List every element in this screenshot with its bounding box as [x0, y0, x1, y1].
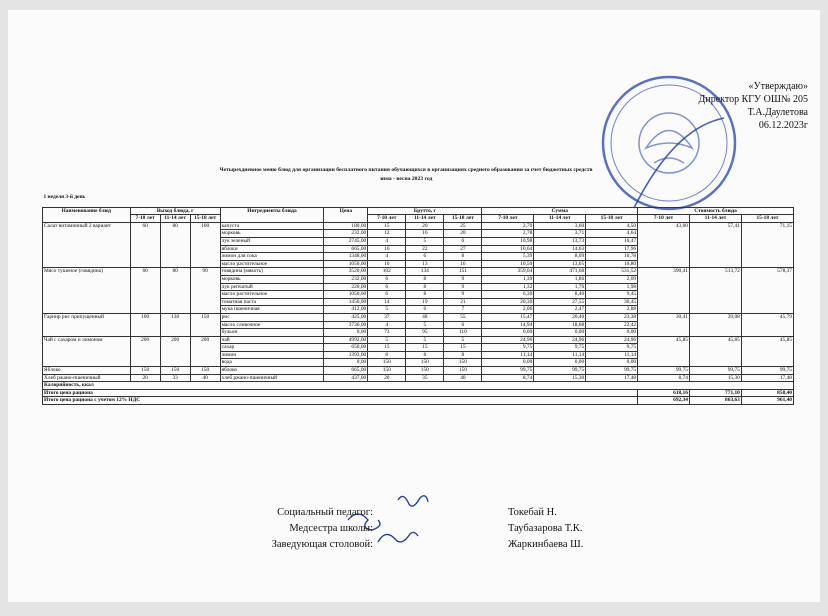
ingredient-price: 180,00 — [324, 222, 368, 230]
dish-cost: 578,37 — [741, 268, 793, 314]
dish-cost: 390,41 — [638, 268, 690, 314]
ingredient-price: 1050,00 — [324, 260, 368, 268]
ingredient-price: 232,00 — [324, 230, 368, 238]
ingredient-gross: 4 — [368, 237, 406, 245]
dish-cost: 45,85 — [638, 336, 690, 366]
ingredient-gross: 134 — [406, 268, 444, 276]
ingredient-gross: 150 — [406, 359, 444, 367]
dish-yield: 150 — [130, 367, 160, 375]
ingredient-name: масло растительное — [220, 260, 324, 268]
ingredient-gross: 20 — [368, 374, 406, 382]
ingredient-gross: 5 — [406, 321, 444, 329]
ingredient-sum: 1,76 — [534, 283, 586, 291]
ingredient-sum: 11,14 — [586, 351, 638, 359]
ingredient-sum: 14,94 — [482, 321, 534, 329]
ingredient-gross: 15 — [368, 222, 406, 230]
ingredient-gross: 150 — [444, 359, 482, 367]
ingredient-gross: 8 — [368, 351, 406, 359]
ingredient-sum: 5,39 — [482, 253, 534, 261]
ingredient-sum: 10,50 — [482, 260, 534, 268]
ingredient-sum: 13,65 — [534, 260, 586, 268]
ingredient-gross: 150 — [368, 367, 406, 375]
approval-line-3: Т.А.Даулетова — [747, 107, 808, 118]
total-vat-value: 961,40 — [741, 397, 793, 405]
ingredient-sum: 471,68 — [534, 268, 586, 276]
total-value: 858,40 — [741, 389, 793, 397]
ingredient-gross: 22 — [406, 245, 444, 253]
dish-cost: 17,48 — [741, 374, 793, 382]
ingredient-gross: 8 — [406, 283, 444, 291]
dish-yield: 80 — [160, 268, 190, 314]
ingredient-gross: 6 — [444, 321, 482, 329]
ingredient-sum: 23,38 — [586, 313, 638, 321]
total-label: Итого цена рациона — [43, 389, 638, 397]
menu-table-wrapper — [42, 192, 794, 405]
ingredient-sum: 0,00 — [534, 329, 586, 337]
dish-yield: 150 — [190, 367, 220, 375]
ingredient-sum: 18,68 — [534, 321, 586, 329]
menu-body — [43, 222, 794, 381]
role-canteen-head: Заведующая столовой: — [271, 539, 373, 550]
ingredient-name: морковь — [220, 275, 324, 283]
total-vat-value: 692,34 — [638, 397, 690, 405]
ingredient-sum: 2,70 — [482, 222, 534, 230]
ingredient-price: 1348,00 — [324, 253, 368, 261]
dish-yield: 150 — [190, 313, 220, 336]
ingredient-gross: 20 — [406, 222, 444, 230]
ingredient-gross: 110 — [444, 329, 482, 337]
dish-cost: 99,75 — [638, 367, 690, 375]
ingredient-name: масло сливочное — [220, 321, 324, 329]
ingredient-name: хлеб ржано-пшеничный — [220, 374, 324, 382]
ingredient-name: капуста — [220, 222, 324, 230]
ingredient-sum: 14,63 — [534, 245, 586, 253]
ingredient-sum: 0,00 — [482, 329, 534, 337]
ingredient-gross: 150 — [444, 367, 482, 375]
ingredient-sum: 0,00 — [586, 329, 638, 337]
ingredient-gross: 13 — [406, 260, 444, 268]
ingredient-price: 3520,00 — [324, 268, 368, 276]
calories-row: Калорийность, ккал — [43, 382, 794, 390]
ingredient-gross: 6 — [368, 275, 406, 283]
dish-yield: 60 — [130, 268, 160, 314]
ingredient-price: 4992,00 — [324, 336, 368, 344]
ingredient-sum: 30,45 — [586, 298, 638, 306]
ingredient-sum: 15,47 — [482, 313, 534, 321]
dish-cost: 99,75 — [741, 367, 793, 375]
ingredient-sum: 6,30 — [482, 291, 534, 299]
ingredient-gross: 8 — [444, 351, 482, 359]
ingredient-gross: 6 — [368, 291, 406, 299]
ingredient-gross: 8 — [406, 291, 444, 299]
header-ingredients: Ингредиенты блюда — [220, 207, 324, 222]
ingredient-gross: 6 — [406, 306, 444, 314]
ingredient-sum: 0,00 — [586, 359, 638, 367]
ingredient-gross: 5 — [368, 336, 406, 344]
ingredient-sum: 8,09 — [534, 253, 586, 261]
ingredient-name: лимон — [220, 351, 324, 359]
ingredient-gross: 10 — [368, 260, 406, 268]
dish-cost: 57,41 — [689, 222, 741, 268]
header-age: 11-14 лет — [534, 215, 586, 223]
signature-roles — [233, 505, 373, 553]
title-line-1: Четырехдневное меню блюд для организации бесплатного питания обучающихся в организациях среднего образования за счет бюджетных средств — [219, 167, 593, 173]
title-line-2: зима - весна 2023 год — [379, 176, 433, 182]
header-age: 7-10 лет — [130, 215, 160, 223]
ingredient-sum: 9,75 — [586, 344, 638, 352]
ingredient-price: 220,00 — [324, 283, 368, 291]
ingredient-sum: 99,75 — [534, 367, 586, 375]
ingredient-sum: 11,14 — [534, 351, 586, 359]
name-canteen-head: Жаркинбаева Ш. — [508, 539, 584, 550]
ingredient-sum: 359,04 — [482, 268, 534, 276]
header-age: 15-18 лет — [190, 215, 220, 223]
approval-line-2: Директор КГУ ОШ№ 205 — [698, 94, 808, 105]
ingredient-gross: 16 — [368, 245, 406, 253]
ingredient-name: яблоко — [220, 367, 324, 375]
ingredient-name: бульон — [220, 329, 324, 337]
header-sum: Сумма — [482, 207, 638, 215]
dish-yield: 90 — [190, 268, 220, 314]
approval-line-1: «Утверждаю» — [748, 81, 808, 92]
ingredient-sum: 9,45 — [586, 291, 638, 299]
dish-cost: 15,30 — [689, 374, 741, 382]
ingredient-gross: 73 — [368, 329, 406, 337]
ingredient-price: 1450,00 — [324, 298, 368, 306]
name-nurse: Таубазарова Т.К. — [508, 523, 583, 534]
ingredient-sum: 24,96 — [586, 336, 638, 344]
ingredient-sum: 2,88 — [586, 306, 638, 314]
dish-cost: 45,79 — [741, 313, 793, 336]
ingredient-gross: 8 — [406, 275, 444, 283]
ingredient-name: томатная паста — [220, 298, 324, 306]
ingredient-sum: 8,40 — [534, 291, 586, 299]
dish-name: Чай с сахаром и лимоном — [43, 336, 131, 366]
menu-table — [42, 192, 794, 405]
ingredient-sum: 16,47 — [586, 237, 638, 245]
ingredient-gross: 16 — [406, 230, 444, 238]
ingredient-sum: 10,78 — [586, 253, 638, 261]
ingredient-sum: 24,96 — [482, 336, 534, 344]
ingredient-gross: 12 — [368, 230, 406, 238]
total-vat-value: 863,63 — [689, 397, 741, 405]
ingredient-gross: 9 — [444, 283, 482, 291]
ingredient-gross: 4 — [368, 253, 406, 261]
ingredient-sum: 0,00 — [482, 359, 534, 367]
dish-yield: 200 — [190, 336, 220, 366]
document-page — [8, 10, 820, 602]
week-label: 1 неделя 3-й день — [43, 194, 86, 200]
ingredient-gross: 15 — [406, 344, 444, 352]
ingredient-gross: 5 — [444, 336, 482, 344]
dish-yield: 150 — [160, 367, 190, 375]
ingredient-gross: 8 — [406, 351, 444, 359]
ingredient-price: 665,00 — [324, 367, 368, 375]
dish-cost: 513,72 — [689, 268, 741, 314]
ingredient-gross: 9 — [444, 275, 482, 283]
ingredient-name: масло растительное — [220, 291, 324, 299]
ingredient-gross: 9 — [444, 291, 482, 299]
ingredient-gross: 37 — [368, 313, 406, 321]
header-yield: Выход блюда, г — [130, 207, 220, 215]
header-age: 7-10 лет — [482, 215, 534, 223]
header-age: 11-14 лет — [406, 215, 444, 223]
dish-yield: 20 — [130, 374, 160, 382]
header-age: 7-10 лет — [638, 215, 690, 223]
total-vat-label: Итого цена рациона с учетом 12% НДС — [43, 397, 638, 405]
ingredient-price: 650,00 — [324, 344, 368, 352]
ingredient-sum: 16,80 — [586, 260, 638, 268]
ingredient-price: 2745,00 — [324, 237, 368, 245]
ingredient-gross: 21 — [444, 298, 482, 306]
total-value: 618,16 — [638, 389, 690, 397]
header-age: 15-18 лет — [741, 215, 793, 223]
ingredient-name: сахар — [220, 344, 324, 352]
ingredient-sum: 27,55 — [534, 298, 586, 306]
ingredient-sum: 9,75 — [482, 344, 534, 352]
ingredient-gross: 151 — [444, 268, 482, 276]
ingredient-gross: 19 — [406, 298, 444, 306]
ingredient-price: 3736,00 — [324, 321, 368, 329]
table-row — [43, 313, 794, 321]
ingredient-name: лук зеленый — [220, 237, 324, 245]
ingredient-sum: 2,47 — [534, 306, 586, 314]
table-row — [43, 367, 794, 375]
dish-name: Хлеб ржано-пшеничный — [43, 374, 131, 382]
ingredient-name: рис — [220, 313, 324, 321]
ingredient-sum: 22,42 — [586, 321, 638, 329]
ingredient-name: яблоки — [220, 245, 324, 253]
ingredient-sum: 99,75 — [586, 367, 638, 375]
header-age: 15-18 лет — [444, 215, 482, 223]
ingredient-name: лук репчатый — [220, 283, 324, 291]
ingredient-gross: 25 — [444, 222, 482, 230]
role-social-pedagog: Социальный педагог: — [277, 507, 373, 518]
dish-yield: 100 — [130, 313, 160, 336]
dish-yield: 40 — [190, 374, 220, 382]
ingredient-price: 0,00 — [324, 359, 368, 367]
ingredient-gross: 6 — [368, 283, 406, 291]
ingredient-gross: 5 — [406, 336, 444, 344]
ingredient-sum: 3,71 — [534, 230, 586, 238]
ingredient-sum: 2,78 — [482, 230, 534, 238]
table-row — [43, 374, 794, 382]
ingredient-gross: 40 — [444, 374, 482, 382]
ingredient-sum: 20,40 — [534, 313, 586, 321]
ingredient-sum: 2,09 — [586, 275, 638, 283]
ingredient-name: чай — [220, 336, 324, 344]
ingredient-sum: 1,86 — [534, 275, 586, 283]
ingredient-price: 665,00 — [324, 245, 368, 253]
ingredient-sum: 13,73 — [534, 237, 586, 245]
table-row — [43, 268, 794, 276]
ingredient-sum: 4,50 — [586, 222, 638, 230]
ingredient-sum: 1,32 — [482, 283, 534, 291]
dish-yield: 130 — [160, 313, 190, 336]
table-row — [43, 222, 794, 230]
dish-yield: 100 — [190, 222, 220, 268]
header-age: 7-10 лет — [368, 215, 406, 223]
dish-cost: 45,85 — [741, 336, 793, 366]
ingredient-name: мука пшеничная — [220, 306, 324, 314]
dish-name: Яблоко — [43, 367, 131, 375]
dish-yield: 200 — [160, 336, 190, 366]
ingredient-sum: 4,64 — [586, 230, 638, 238]
ingredient-sum: 10,64 — [482, 245, 534, 253]
document-title — [126, 166, 686, 184]
ingredient-gross: 102 — [368, 268, 406, 276]
approval-line-4: 06.12.2023г — [758, 120, 808, 131]
ingredient-gross: 20 — [444, 230, 482, 238]
ingredient-gross: 8 — [444, 253, 482, 261]
ingredient-sum: 8,74 — [482, 374, 534, 382]
ingredient-sum: 0,00 — [534, 359, 586, 367]
ingredient-price: 232,00 — [324, 275, 368, 283]
header-age: 15-18 лет — [586, 215, 638, 223]
ingredient-name: вода — [220, 359, 324, 367]
dish-cost: 45,85 — [689, 336, 741, 366]
ingredient-gross: 48 — [406, 313, 444, 321]
ingredient-gross: 95 — [406, 329, 444, 337]
dish-cost: 8,74 — [638, 374, 690, 382]
ingredient-price: 425,00 — [324, 313, 368, 321]
dish-yield: 200 — [130, 336, 160, 366]
ingredient-name: лимон для сока — [220, 253, 324, 261]
approval-block — [608, 80, 808, 132]
total-value: 771,10 — [689, 389, 741, 397]
header-cost: Стоимость блюда — [638, 207, 794, 215]
dish-cost: 30,41 — [638, 313, 690, 336]
ingredient-gross: 6 — [444, 237, 482, 245]
ingredient-sum: 2,06 — [482, 306, 534, 314]
ingredient-price: 412,00 — [324, 306, 368, 314]
ingredient-price: 1393,00 — [324, 351, 368, 359]
ingredient-name: морковь — [220, 230, 324, 238]
dish-cost: 99,75 — [689, 367, 741, 375]
ingredient-sum: 17,48 — [586, 374, 638, 382]
role-nurse: Медсестра школы: — [289, 523, 373, 534]
ingredient-gross: 15 — [368, 344, 406, 352]
header-gross: Брутто, г — [368, 207, 482, 215]
ingredient-gross: 16 — [444, 260, 482, 268]
table-row — [43, 336, 794, 344]
ingredient-sum: 20,30 — [482, 298, 534, 306]
header-age: 11-14 лет — [160, 215, 190, 223]
ingredient-sum: 11,14 — [482, 351, 534, 359]
ingredient-gross: 150 — [406, 367, 444, 375]
ingredient-gross: 14 — [368, 298, 406, 306]
ingredient-sum: 531,52 — [586, 268, 638, 276]
name-social-pedagog: Токебай Н. — [508, 507, 557, 518]
ingredient-gross: 4 — [368, 321, 406, 329]
ingredient-gross: 35 — [406, 374, 444, 382]
signature-names — [508, 505, 658, 553]
ingredient-sum: 9,75 — [534, 344, 586, 352]
ingredient-gross: 150 — [368, 359, 406, 367]
ingredient-sum: 3,60 — [534, 222, 586, 230]
dish-yield: 33 — [160, 374, 190, 382]
header-age: 11-14 лет — [689, 215, 741, 223]
ingredient-sum: 1,39 — [482, 275, 534, 283]
dish-cost: 43,00 — [638, 222, 690, 268]
ingredient-gross: 27 — [444, 245, 482, 253]
ingredient-sum: 1,98 — [586, 283, 638, 291]
header-dish: Наименование блюд — [43, 207, 131, 222]
ingredient-sum: 15,30 — [534, 374, 586, 382]
dish-cost: 71,15 — [741, 222, 793, 268]
dish-name: Гарнир рис припущенный — [43, 313, 131, 336]
dish-yield: 80 — [160, 222, 190, 268]
ingredient-price: 0,00 — [324, 329, 368, 337]
ingredient-sum: 24,96 — [534, 336, 586, 344]
header-price: Цена — [324, 207, 368, 222]
ingredient-price: 1050,00 — [324, 291, 368, 299]
ingredient-sum: 17,96 — [586, 245, 638, 253]
ingredient-gross: 5 — [406, 237, 444, 245]
ingredient-gross: 55 — [444, 313, 482, 321]
ingredient-price: 437,00 — [324, 374, 368, 382]
ingredient-name: говядина (мякоть) — [220, 268, 324, 276]
ingredient-sum: 99,75 — [482, 367, 534, 375]
dish-yield: 60 — [130, 222, 160, 268]
ingredient-gross: 15 — [444, 344, 482, 352]
ingredient-gross: 5 — [368, 306, 406, 314]
ingredient-sum: 10,98 — [482, 237, 534, 245]
dish-cost: 39,08 — [689, 313, 741, 336]
ingredient-gross: 7 — [444, 306, 482, 314]
dish-name: Мясо тушеное (говядина) — [43, 268, 131, 314]
dish-name: Салат витаминный 2 вариант — [43, 222, 131, 268]
ingredient-gross: 6 — [406, 253, 444, 261]
